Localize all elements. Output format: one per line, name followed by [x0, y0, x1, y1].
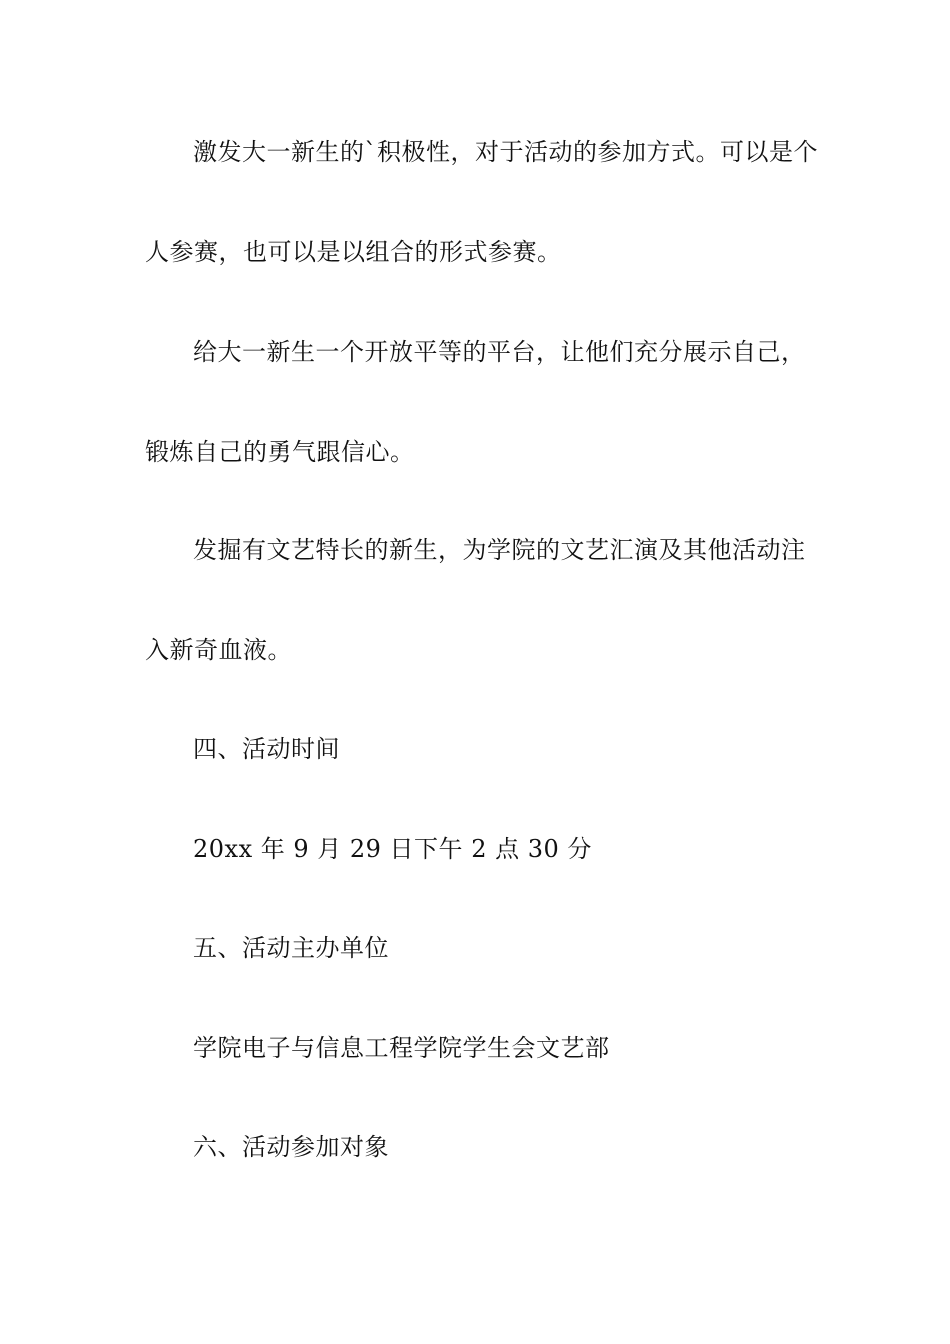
paragraph-line: 20xx 年 9 月 29 日下午 2 点 30 分: [193, 835, 592, 863]
paragraph-line: 入新奇血液。: [145, 636, 292, 664]
paragraph-line: 人参赛，也可以是以组合的形式参赛。: [145, 238, 562, 266]
section-heading: 四、活动时间: [193, 735, 340, 763]
paragraph-line: 发掘有文艺特长的新生，为学院的文艺汇演及其他活动注: [193, 536, 806, 564]
paragraph-line: 学院电子与信息工程学院学生会文艺部: [193, 1034, 610, 1062]
paragraph-line: 给大一新生一个开放平等的平台，让他们充分展示自己，: [193, 338, 806, 366]
section-heading: 六、活动参加对象: [193, 1133, 389, 1161]
paragraph-line: 激发大一新生的`积极性，对于活动的参加方式。可以是个: [193, 138, 818, 166]
paragraph-line: 锻炼自己的勇气跟信心。: [145, 438, 415, 466]
section-heading: 五、活动主办单位: [193, 934, 389, 962]
